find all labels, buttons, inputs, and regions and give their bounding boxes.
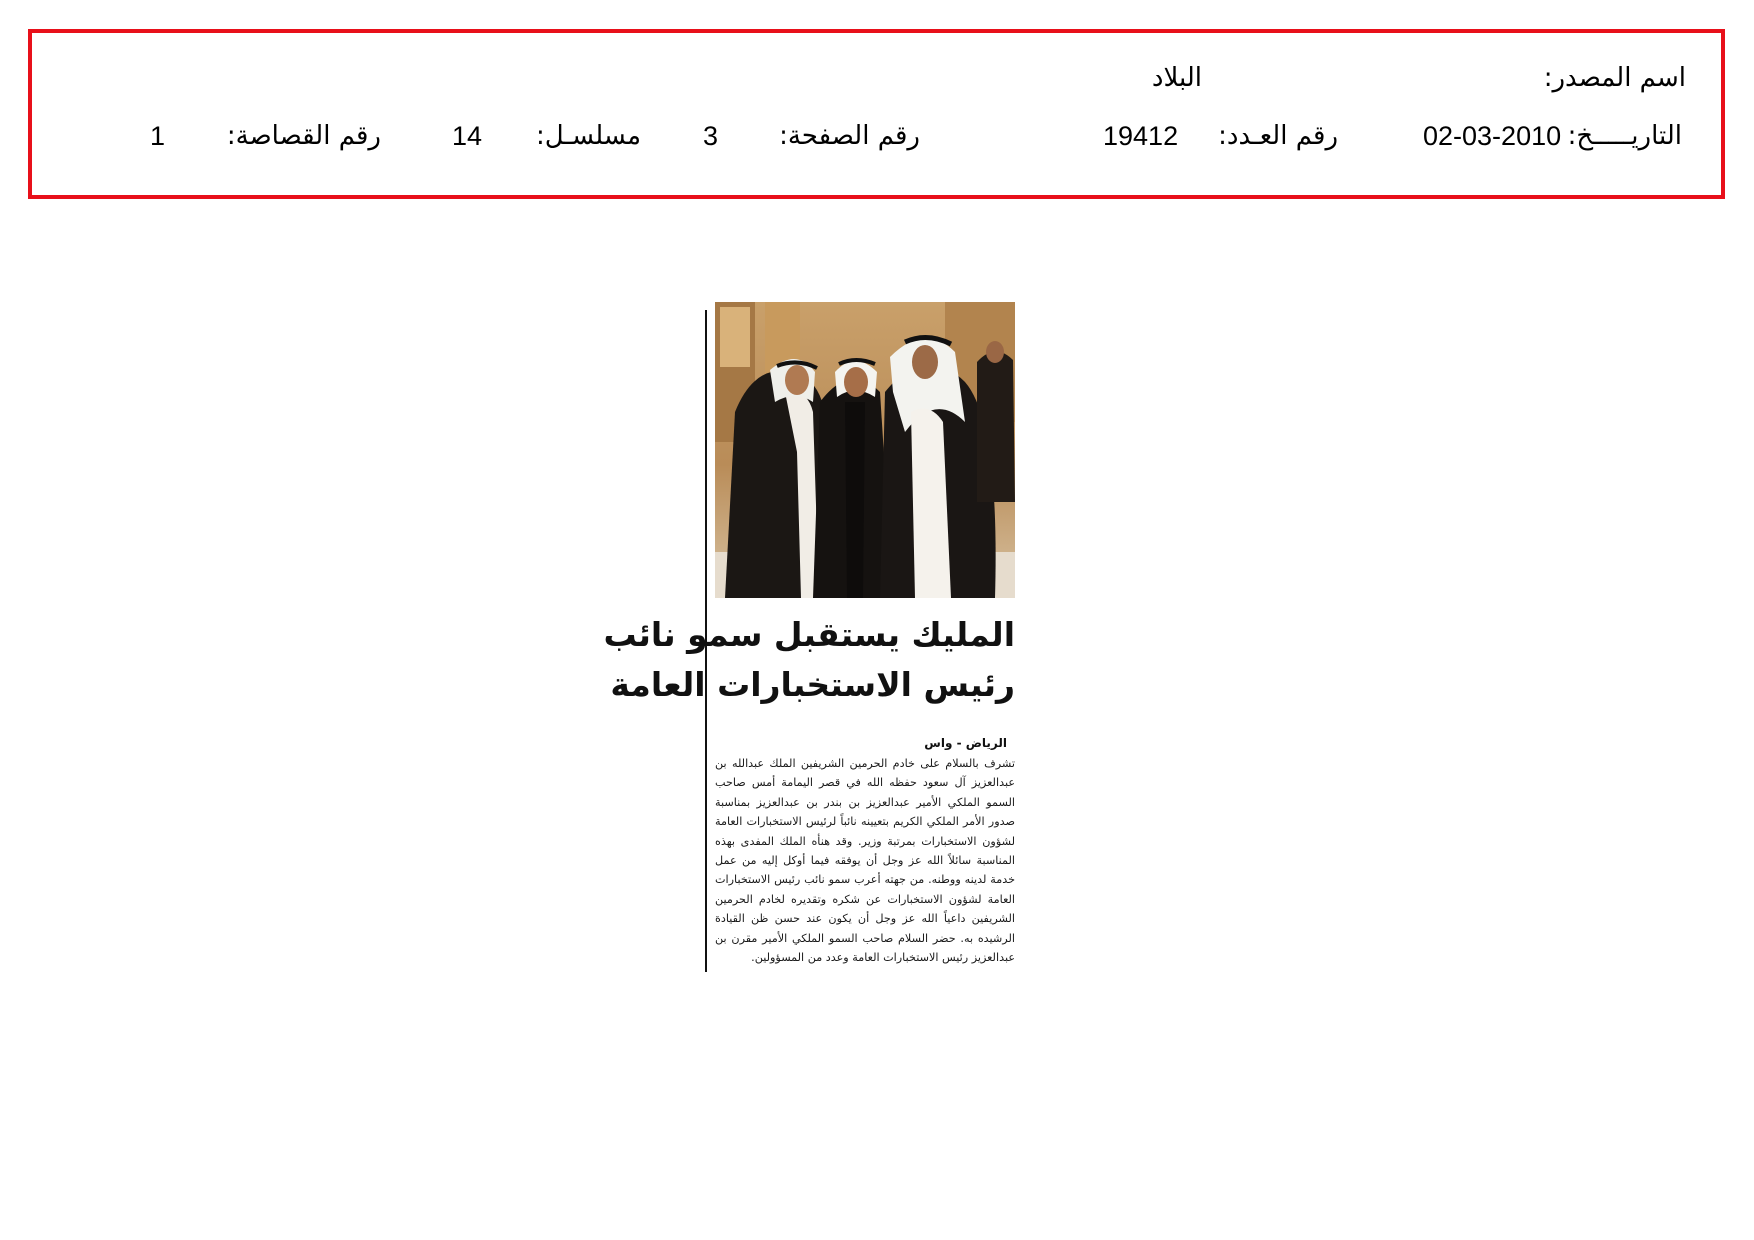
date-label: التاريـــــخ: [1567, 121, 1682, 151]
page-number-value: 3 [703, 121, 719, 151]
source-label: اسم المصدر: [1543, 63, 1686, 93]
issue-number-value: 19412 [1103, 121, 1179, 151]
article-photo [715, 302, 1015, 598]
article-headline [603, 610, 1015, 710]
article-clipping [603, 302, 1017, 972]
serial-label: مسلسـل: [536, 121, 641, 151]
article-body: تشرف بالسلام على خادم الحرمين الشريفين الملك عبدالله بن عبدالعزيز آل سعود حفظه الله في قصر اليمامة أمس صاحب السمو الملكي الأمير عبدالعزيز بن بندر بن عبدالعزيز بمناسبة صدور الأمر الملكي الكريم بتعيينه نائباً لرئيس الاستخبارات العامة لشؤون الاستخبارات بمرتبة وزير. وقد هنأه الملك المفدى بهذه المناسبة سائلاً الله عز وجل أن يوفقه فيما أوكل إليه من عمل خدمة لدينه ووطنه. من جهته أعرب سمو نائب رئيس الاستخبارات العامة لشؤون الاستخبارات عن شكره وتقديره لخادم الحرمين الشريفين داعياً الله عز وجل أن يكون عند حسن ظن القيادة الرشيده به. حضر السلام صاحب السمو الملكي الأمير مقرن بن عبدالعزيز رئيس الاستخبارات العامة وعدد من المسؤولين. [715, 757, 1015, 965]
clipping-number-value: 1 [150, 121, 166, 151]
metadata-header-box [28, 29, 1725, 199]
page-number-label: رقم الصفحة: [779, 121, 920, 151]
article-dateline: الرياض - واس [924, 736, 1007, 750]
clipping-number-label: رقم القصاصة: [226, 121, 381, 151]
headline-line-2: رئيس الاستخبارات العامة [610, 665, 1015, 704]
issue-number-label: رقم العـدد: [1218, 121, 1338, 151]
date-value: 02-03-2010 [1423, 121, 1562, 151]
serial-value: 14 [452, 121, 483, 151]
headline-line-1: المليك يستقبل سمو نائب [603, 615, 1015, 654]
source-value: البلاد [1151, 63, 1202, 93]
